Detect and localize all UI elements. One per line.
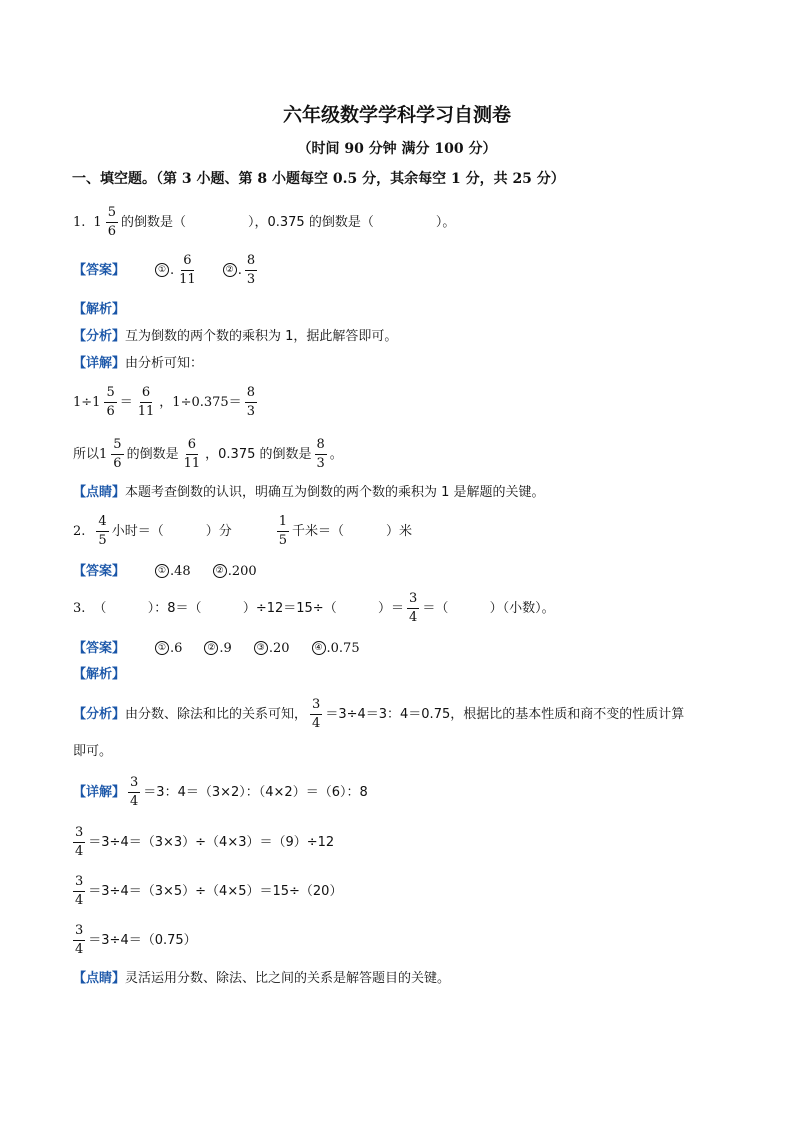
- q3-xiangjie-4: $\frac{3}{4}$ ＝3÷4＝（0.75）: [75, 923, 197, 957]
- q1-dianjing: 【点睛】 本题考查倒数的认识，明确互为倒数的两个数的乘积为 1 是解题的关键。: [73, 485, 545, 500]
- q2-answer: 【答案】 ① .48 ② .200: [73, 563, 257, 579]
- q1-answer: 【答案】 ① . $\frac{6}{11}$ ② . $\frac{8}{3}$: [73, 253, 256, 287]
- mixed-number: 1 $\frac{5}{6}$: [93, 205, 116, 239]
- q1-conclusion: 所以 1 $\frac{5}{6}$ 的倒数是 $\frac{6}{11}$ ，0.375 的倒数是 $\frac{8}{3}$ 。: [73, 437, 343, 471]
- question-3: 3. （ ）：8＝（ ）÷12＝15÷（ ）＝ $\frac{3}{4}$ ＝（ ）（小数）。: [73, 591, 555, 625]
- fraction: $\frac{5}{6}$: [107, 205, 116, 239]
- q3-xiangjie-2: $\frac{3}{4}$ ＝3÷4＝（3×3）÷（4×3）＝（9）÷12: [75, 825, 335, 859]
- q1-calc: 1÷ 1 $\frac{5}{6}$ ＝ $\frac{6}{11}$ ，1÷0.375＝ $\frac{8}{3}$: [73, 385, 255, 419]
- section-heading: 一、填空题。（第 3 小题、第 8 小题每空 0.5 分，其余每空 1 分，共 25 分）: [72, 171, 565, 187]
- q3-xiangjie-3: $\frac{3}{4}$ ＝3÷4＝（3×5）÷（4×5）＝15÷（20）: [75, 874, 343, 908]
- question-2: 2. $\frac{4}{5}$ 小时＝（ ）分 $\frac{1}{5}$ 千米＝（ ）米: [73, 514, 413, 548]
- question-1: 1. 1 $\frac{5}{6}$ 的倒数是（ ），0.375 的倒数是（ ）。: [73, 205, 456, 239]
- page-title: 六年级数学学科学习自测卷: [282, 104, 511, 126]
- page-subtitle: （时间 90 分钟 满分 100 分）: [297, 141, 497, 157]
- q1-fenxi: 【分析】 互为倒数的两个数的乘积为 1，据此解答即可。: [73, 329, 398, 344]
- q3-fenxi: 【分析】 由分数、除法和比的关系可知， $\frac{3}{4}$ ＝3÷4＝3：4＝0.75，根据比的基本性质和商不变的性质计算: [73, 697, 685, 731]
- q3-answer: 【答案】 ① .6 ② .9 ③ .20 ④ .0.75: [73, 640, 360, 656]
- q1-xiangjie: 【详解】 由分析可知：: [73, 356, 204, 371]
- q3-dianjing: 【点睛】 灵活运用分数、除法、比之间的关系是解答题目的关键。: [73, 971, 451, 986]
- q3-fenxi-cont: 即可。: [73, 744, 113, 759]
- q3-xiangjie-1: 【详解】 $\frac{3}{4}$ ＝3：4＝（3×2）：（4×2）＝（6）：8: [73, 775, 368, 809]
- q1-analysis-tag: 【解析】: [73, 302, 126, 317]
- q3-analysis-tag: 【解析】: [73, 667, 126, 682]
- answer-tag: 【答案】: [73, 262, 126, 278]
